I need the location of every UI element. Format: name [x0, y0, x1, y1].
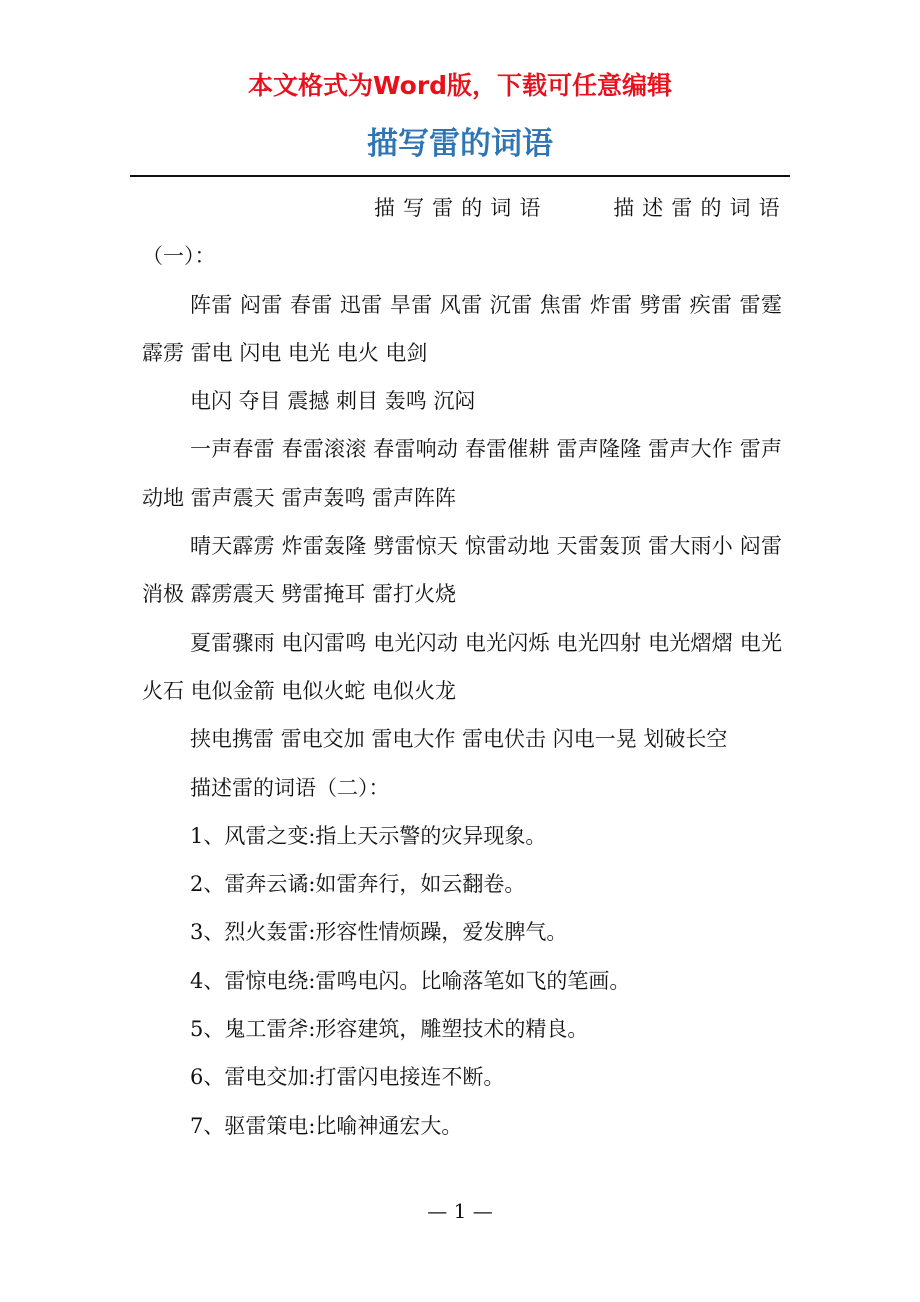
intro-paragraph	[142, 184, 782, 281]
paragraph-single-words: 阵雷 闷雷 春雷 迅雷 旱雷 风雷 沉雷 焦雷 炸雷 劈雷 疾雷 雷霆 霹雳 雷电 闪电 电光 电火 电剑	[142, 292, 782, 365]
list-item: 6、雷电交加:打雷闪电接连不断。	[190, 1065, 505, 1090]
paragraph-spring-thunder: 一声春雷 春雷滚滚 春雷响动 春雷催耕 雷声隆隆 雷声大作 雷声动地 雷声震天 雷声轰鸣 雷声阵阵	[142, 437, 782, 510]
list-item: 5、鬼工雷斧:形容建筑，雕塑技术的精良。	[190, 1017, 589, 1042]
section-two-heading: 描述雷的词语（二）：	[190, 775, 390, 800]
paragraph-lightning: 夏雷骤雨 电闪雷鸣 电光闪动 电光闪烁 电光四射 电光熠熠 电光火石 电似金箭 电似火蛇 电似火龙	[142, 630, 782, 703]
paragraph-thunder-lightning: 挟电携雷 雷电交加 雷电大作 雷电伏击 闪电一晃 划破长空	[190, 727, 728, 752]
paragraph-two-char-words: 电闪 夺目 震撼 刺目 轰鸣 沉闷	[190, 389, 476, 414]
intro-title-1: 描写雷的词语	[374, 196, 549, 220]
page-number: — 1 —	[427, 1199, 493, 1223]
list-item: 4、雷惊电绕:雷鸣电闪。比喻落笔如飞的笔画。	[190, 968, 631, 993]
intro-section-label: （一）：	[142, 244, 216, 269]
list-item: 2、雷奔云谲:如雷奔行，如云翻卷。	[190, 872, 526, 897]
document-body	[142, 184, 782, 1150]
list-item: 3、烈火轰雷:形容性情烦躁，爱发脾气。	[190, 920, 568, 945]
document-title: 描写雷的词语	[367, 126, 553, 162]
list-item: 7、驱雷策电:比喻神通宏大。	[190, 1113, 463, 1138]
intro-title-2: 描述雷的词语	[613, 196, 783, 220]
paragraph-thunderbolt: 晴天霹雳 炸雷轰隆 劈雷惊天 惊雷动地 天雷轰顶 雷大雨小 闷雷消极 霹雳震天 劈雷掩耳 雷打火烧	[142, 534, 782, 607]
title-divider	[130, 175, 790, 177]
download-banner: 本文格式为Word版，下载可任意编辑	[247, 71, 673, 100]
list-item: 1、风雷之变:指上天示警的灾异现象。	[190, 823, 547, 848]
